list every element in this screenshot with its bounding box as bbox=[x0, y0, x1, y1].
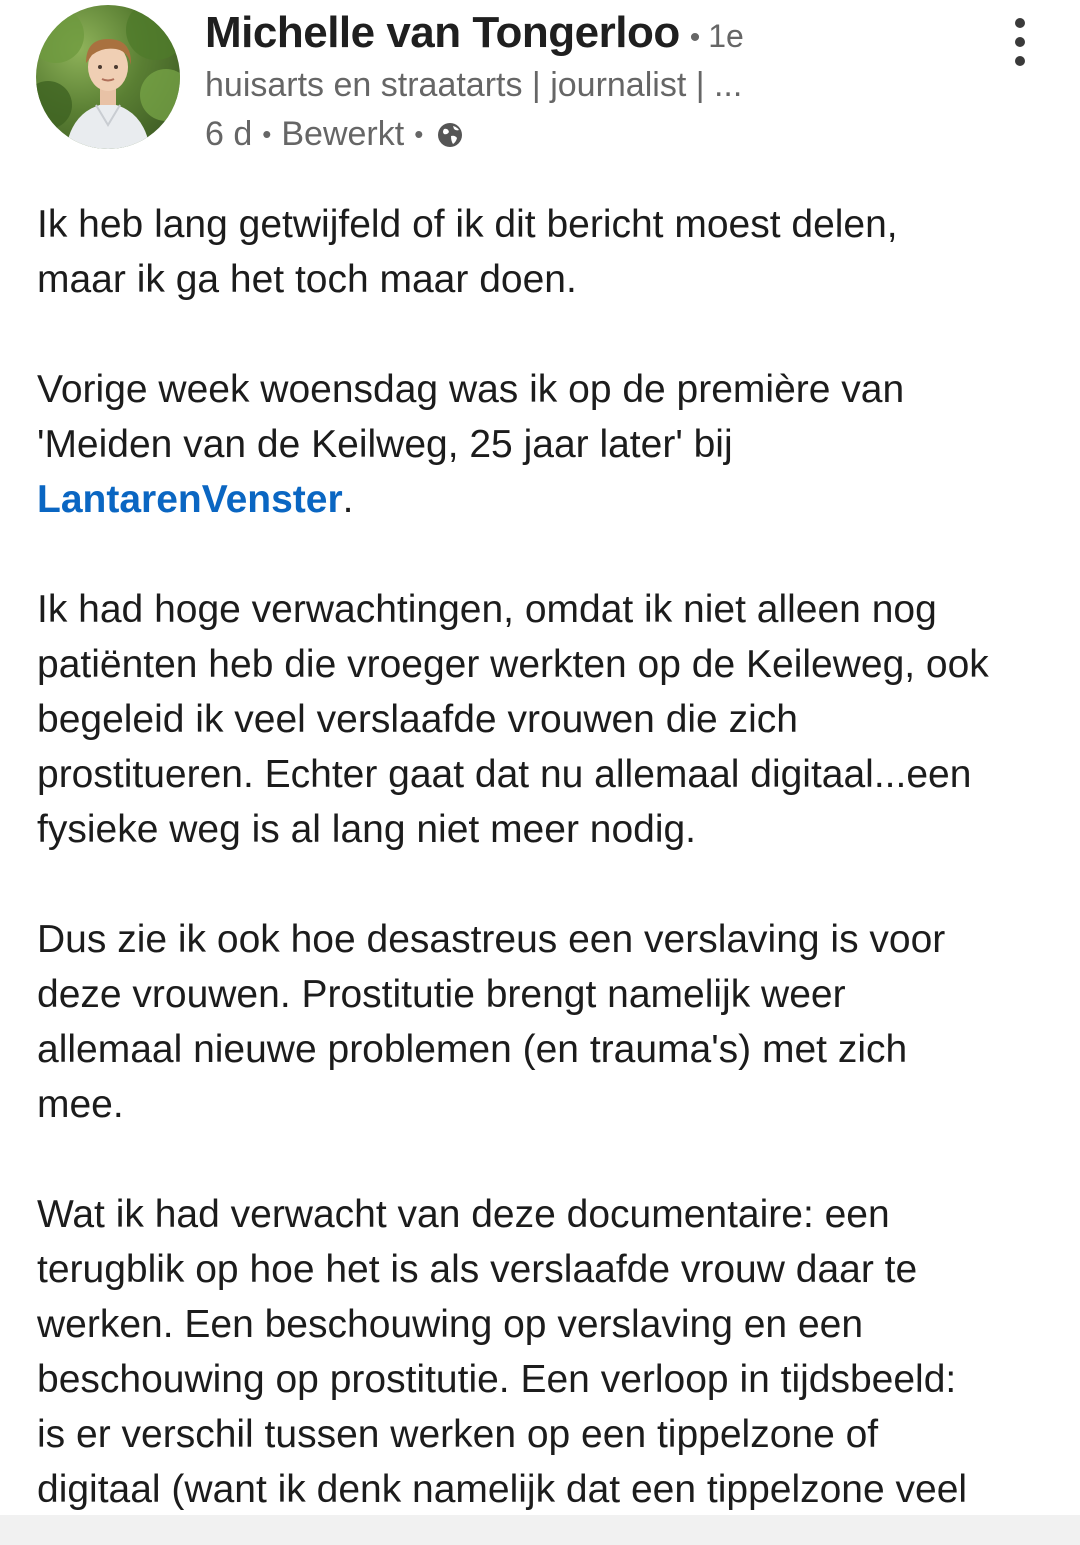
text-line: deze vrouwen. Prostitutie brengt namelijk weer bbox=[37, 973, 846, 1016]
vertical-dots-icon bbox=[1015, 37, 1025, 47]
paragraph-2 bbox=[37, 362, 1057, 527]
dot-separator: • bbox=[689, 21, 701, 54]
text-line: Ik heb lang getwijfeld of ik dit bericht moest delen, bbox=[37, 203, 898, 246]
paragraph-3 bbox=[37, 582, 1057, 857]
post-header bbox=[0, 0, 1080, 175]
text-line: begeleid ik veel verslaafde vrouwen die zich bbox=[37, 698, 798, 741]
text-line: is er verschil tussen werken op een tippelzone of bbox=[37, 1413, 879, 1456]
post-body bbox=[37, 197, 1057, 1517]
text-line bbox=[37, 472, 1057, 527]
text-line: patiënten heb die vroeger werkten op de Keileweg, ook bbox=[37, 643, 989, 686]
text-line: fysieke weg is al lang niet meer nodig. bbox=[37, 808, 697, 851]
text-line: beschouwing op prostitutie. Een verloop in tijdsbeeld: bbox=[37, 1358, 957, 1401]
globe-icon bbox=[435, 120, 465, 150]
text-line: digitaal (want ik denk namelijk dat een tippelzone veel bbox=[37, 1468, 968, 1511]
paragraph-5 bbox=[37, 1187, 1057, 1517]
author-headline: huisarts en straatarts | journalist | ... bbox=[205, 66, 743, 104]
dot-separator: • bbox=[262, 119, 272, 149]
text-line: allemaal nieuwe problemen (en trauma's) met zich bbox=[37, 1028, 908, 1071]
profile-photo-icon bbox=[36, 5, 180, 149]
text-line: Dus zie ik ook hoe desastreus een verslaving is voor bbox=[37, 918, 946, 961]
edited-label: Bewerkt bbox=[281, 115, 405, 153]
text-line: werken. Een beschouwing op verslaving en een bbox=[37, 1303, 864, 1346]
vertical-dots-icon bbox=[1015, 18, 1025, 28]
text-fragment: . bbox=[342, 478, 354, 521]
vertical-dots-icon bbox=[1015, 56, 1025, 66]
author-name[interactable]: Michelle van Tongerloo bbox=[205, 8, 680, 57]
dot-separator: • bbox=[414, 119, 424, 149]
post-meta bbox=[205, 115, 465, 154]
text-line: maar ik ga het toch maar doen. bbox=[37, 258, 577, 301]
paragraph-4 bbox=[37, 912, 1057, 1132]
author-line bbox=[205, 8, 744, 58]
text-line: terugblik op hoe het is als verslaafde vrouw daar te bbox=[37, 1248, 918, 1291]
text-line: mee. bbox=[37, 1083, 124, 1126]
post-age: 6 d bbox=[205, 115, 253, 153]
author-avatar[interactable] bbox=[36, 5, 180, 149]
text-line: 'Meiden van de Keilweg, 25 jaar later' bij bbox=[37, 423, 733, 466]
paragraph-1 bbox=[37, 197, 1057, 307]
more-options-button[interactable] bbox=[996, 12, 1044, 72]
connection-degree: 1e bbox=[708, 18, 744, 54]
text-line: prostitueren. Echter gaat dat nu allemaal digitaal...een bbox=[37, 753, 972, 796]
text-line: Ik had hoge verwachtingen, omdat ik niet alleen nog bbox=[37, 588, 937, 631]
bottom-edge bbox=[0, 1515, 1080, 1545]
mention-link[interactable]: LantarenVenster bbox=[37, 478, 343, 521]
text-line: Wat ik had verwacht van deze documentaire: een bbox=[37, 1193, 890, 1236]
text-line: Vorige week woensdag was ik op de première van bbox=[37, 368, 905, 411]
